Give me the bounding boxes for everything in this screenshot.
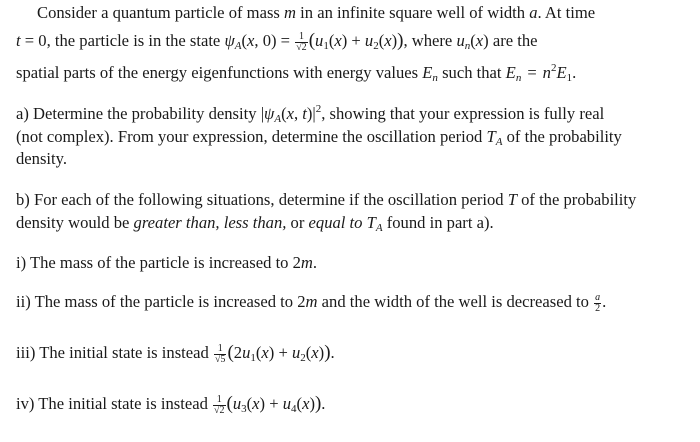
item-ii: ii) The mass of the particle is increased to 2m and the width of the well is decreased to $\frac{a}{2}$ . xyxy=(16,291,607,314)
item-iv xyxy=(16,393,325,416)
var-a: a xyxy=(529,3,538,22)
var-m-ii: m xyxy=(305,292,318,311)
part-b-text-2a: density would be xyxy=(16,213,134,232)
part-b-emphasis-2: equal to xyxy=(308,213,363,232)
var-m-i: m xyxy=(300,253,313,272)
part-a-text-1a: a) Determine the probability density xyxy=(16,104,261,123)
item-iii-expression: $\frac{1}{√5}$ $(2u_1(x) + u_2(x))$. xyxy=(214,342,335,365)
intro-line-3 xyxy=(16,62,576,84)
intro-text-1c: . At time xyxy=(537,3,596,22)
width-fraction: $\frac{a}{2}$ xyxy=(595,291,601,314)
period-TA-ref: $T_A$ xyxy=(366,213,383,234)
part-b-line-1 xyxy=(16,189,636,211)
intro-text-1a: Consider a quantum particle of mass xyxy=(37,3,285,22)
intro-text-3b: such that xyxy=(437,63,506,82)
item-i: i) The mass of the particle is increased to 2m. xyxy=(16,253,318,272)
var-m: m xyxy=(284,3,296,22)
intro-line-1 xyxy=(37,2,595,24)
item-iii xyxy=(16,342,335,365)
intro-text-2b: , the particle is in the state xyxy=(46,31,225,50)
part-b-text-1b: of the probability xyxy=(516,190,637,209)
intro-text-3a: spatial parts of the energy eigenfunctions with energy values xyxy=(16,63,423,82)
part-b-text-2c: found in part a). xyxy=(382,213,494,232)
part-b-text-2b: or xyxy=(286,213,309,232)
period-T: T xyxy=(507,190,517,209)
initial-state-expression: $\psi_A(x$, 0) = $\frac{1}{√2}$ $(u_1(x) + u_2(x))$ xyxy=(224,30,404,53)
intro-text-2d: are the xyxy=(488,31,538,50)
part-b-text-1a: b) For each of the following situations, determine if the oscillation period xyxy=(16,190,508,209)
part-a-text-1b: , showing that your expression is fully real xyxy=(321,104,605,123)
energy-relation: $E_n = n^2E_1$. xyxy=(505,62,577,84)
item-iv-expression: $\frac{1}{√2}$ $(u_3(x) + u_4(x))$. xyxy=(214,393,326,416)
part-a-text-2: (not complex). From your expression, determine the oscillation period xyxy=(16,127,487,146)
energy-symbol: $E_n$ xyxy=(422,63,438,84)
intro-text-2c: , where xyxy=(403,31,457,50)
part-a-text-2b: of the probability xyxy=(502,127,622,146)
intro-text-1b: in an infinite square well of width xyxy=(296,3,530,22)
item-ii-text-a: ii) The mass of the particle is increased to 2 xyxy=(16,292,306,311)
probability-density-expression: $|\psi_A(x$, $t)|^2$ xyxy=(260,103,322,125)
item-i-text: i) The mass of the particle is increased to 2 xyxy=(16,253,301,272)
item-iii-text: iii) The initial state is instead xyxy=(16,343,213,362)
var-t: t xyxy=(16,31,21,50)
intro-line-2: t = 0, the particle is in the state $\psi_A(x$, 0) = $\frac{1}{√2}$ $(u_1(x) + u_2(x))$, where $u_n(x)$ are the xyxy=(16,30,538,53)
part-a-line-3 xyxy=(16,148,67,170)
part-a-line-2 xyxy=(16,126,622,148)
part-a-line-1 xyxy=(16,103,604,125)
item-ii-text-b: and the width of the well is decreased to xyxy=(317,292,594,311)
item-iv-text: iv) The initial state is instead xyxy=(16,394,213,413)
part-b-emphasis-1: greater than, less than, xyxy=(133,213,287,232)
part-b-line-2 xyxy=(16,212,494,234)
period-TA: $T_A$ xyxy=(486,127,503,148)
part-a-text-3: density. xyxy=(16,149,68,168)
eigenfunction-symbol: $u_n(x)$ xyxy=(456,31,489,52)
